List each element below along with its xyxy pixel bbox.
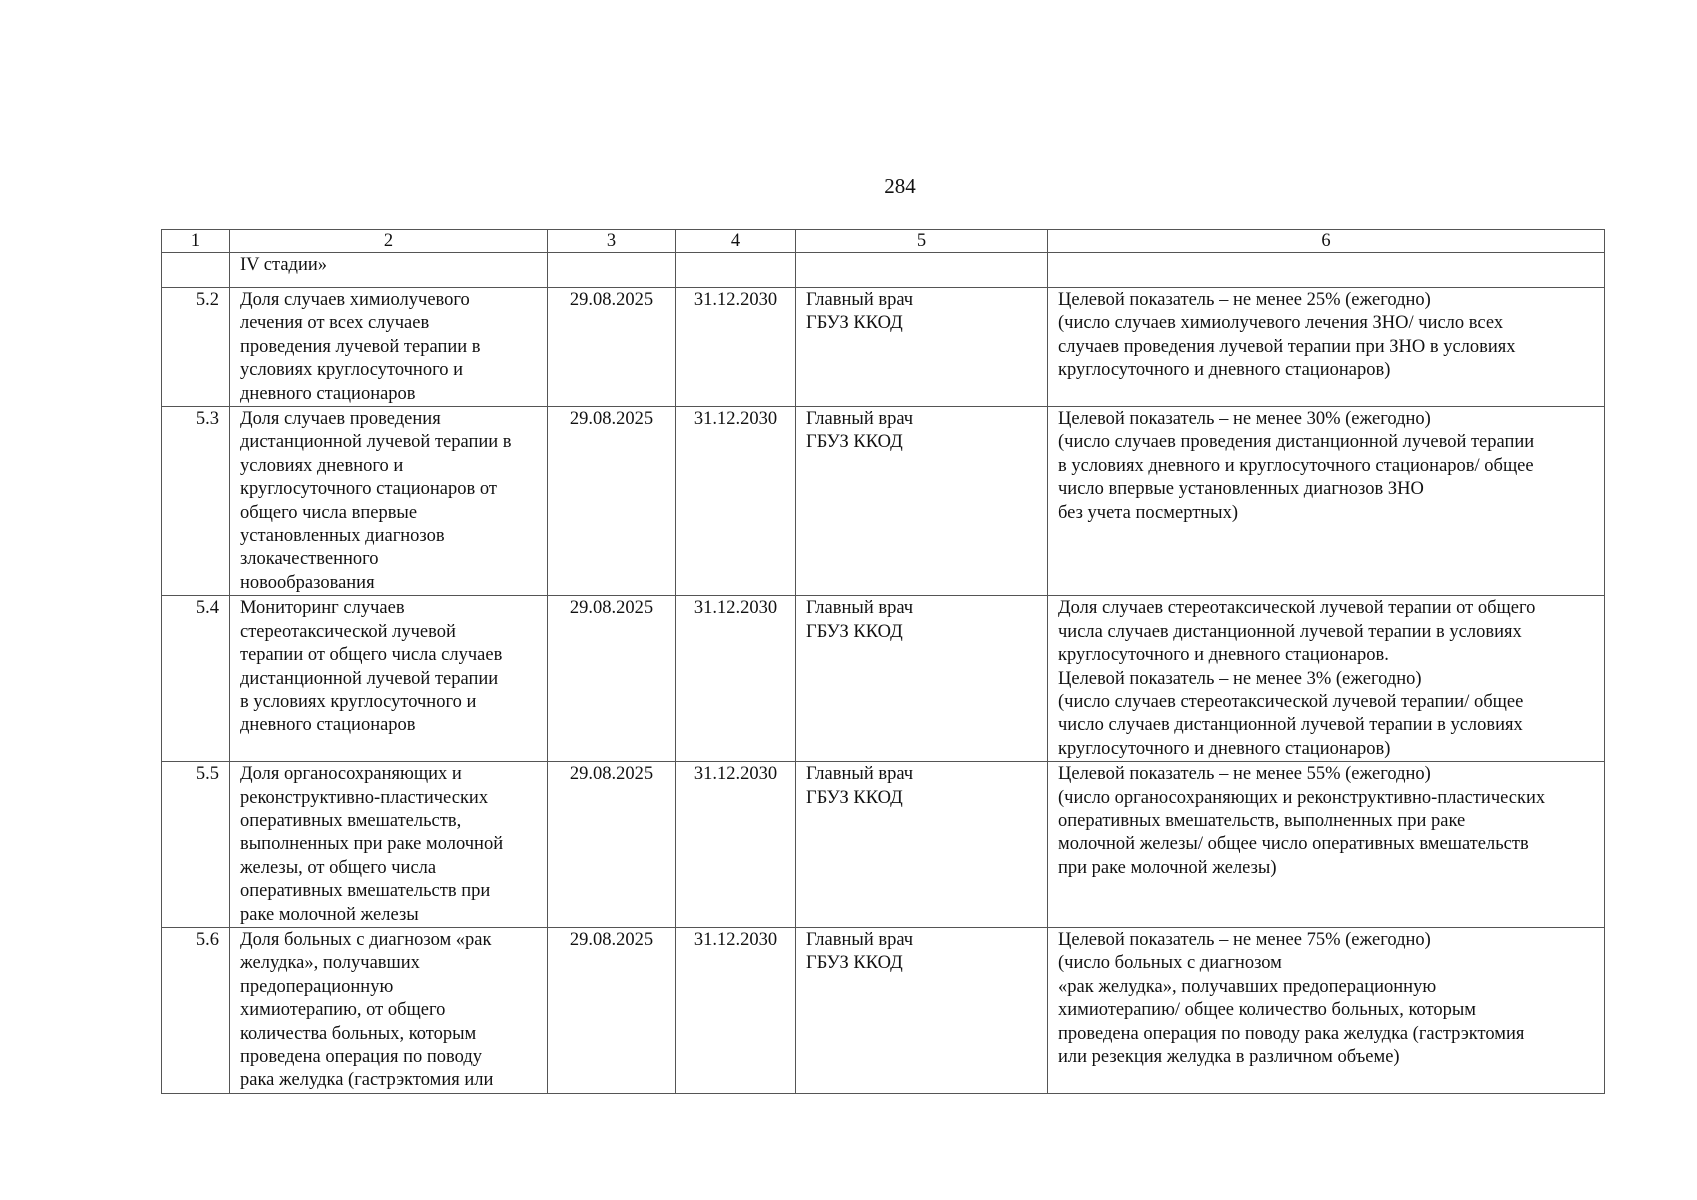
end-date: 31.12.2030 xyxy=(676,927,796,1093)
row-number: 5.6 xyxy=(162,927,230,1093)
responsible-person: Главный врач ГБУЗ ККОД xyxy=(796,407,1048,596)
column-header: 4 xyxy=(676,230,796,253)
indicator-text: Целевой показатель – не менее 75% (ежегодно) (число больных с диагнозом «рак желудка», получавших предоперационную химиотерапию/ общее количество больных, которым проведена операция по поводу рака желудка (гастрэктомия или резекция желудка в различном объеме) xyxy=(1048,927,1605,1093)
column-header: 2 xyxy=(230,230,548,253)
indicator-text: Целевой показатель – не менее 55% (ежегодно) (число органосохраняющих и реконструктивно-пластических оперативных вмешательств, выполненных при раке молочной железы/ общее число оперативных вмешательств при раке молочной железы) xyxy=(1048,762,1605,928)
end-date: 31.12.2030 xyxy=(676,407,796,596)
column-header: 5 xyxy=(796,230,1048,253)
column-header: 1 xyxy=(162,230,230,253)
page-number: 284 xyxy=(884,174,916,198)
indicator-text xyxy=(1048,253,1605,288)
measure-text: Мониторинг случаев стереотаксической лучевой терапии от общего числа случаев дистанционной лучевой терапии в условиях круглосуточного и дневного стационаров xyxy=(230,596,548,762)
start-date: 29.08.2025 xyxy=(548,596,676,762)
row-number xyxy=(162,253,230,288)
table-row xyxy=(162,253,1605,288)
responsible-person: Главный врач ГБУЗ ККОД xyxy=(796,288,1048,407)
start-date: 29.08.2025 xyxy=(548,927,676,1093)
column-header: 3 xyxy=(548,230,676,253)
table-row xyxy=(162,762,1605,928)
responsible-person: Главный врач ГБУЗ ККОД xyxy=(796,596,1048,762)
indicator-text: Целевой показатель – не менее 30% (ежегодно) (число случаев проведения дистанционной лучевой терапии в условиях дневного и круглосуточного стационаров/ общее число впервые установленных диагнозов ЗНО без учета посмертных) xyxy=(1048,407,1605,596)
row-number: 5.2 xyxy=(162,288,230,407)
measures-table xyxy=(161,229,1605,1094)
end-date xyxy=(676,253,796,288)
table-row xyxy=(162,596,1605,762)
responsible-person xyxy=(796,253,1048,288)
column-header: 6 xyxy=(1048,230,1605,253)
measure-text: Доля органосохраняющих и реконструктивно-пластических оперативных вмешательств, выполненных при раке молочной железы, от общего числа оперативных вмешательств при раке молочной железы xyxy=(230,762,548,928)
start-date: 29.08.2025 xyxy=(548,407,676,596)
row-number: 5.3 xyxy=(162,407,230,596)
end-date: 31.12.2030 xyxy=(676,596,796,762)
measure-text: Доля случаев химиолучевого лечения от всех случаев проведения лучевой терапии в условиях круглосуточного и дневного стационаров xyxy=(230,288,548,407)
table-header-row xyxy=(162,230,1605,253)
end-date: 31.12.2030 xyxy=(676,288,796,407)
table-row xyxy=(162,927,1605,1093)
table-row xyxy=(162,407,1605,596)
measure-text: Доля случаев проведения дистанционной лучевой терапии в условиях дневного и круглосуточного стационаров от общего числа впервые установленных диагнозов злокачественного новообразования xyxy=(230,407,548,596)
start-date xyxy=(548,253,676,288)
end-date: 31.12.2030 xyxy=(676,762,796,928)
responsible-person: Главный врач ГБУЗ ККОД xyxy=(796,927,1048,1093)
measure-text: IV стадии» xyxy=(230,253,548,288)
row-number: 5.5 xyxy=(162,762,230,928)
start-date: 29.08.2025 xyxy=(548,762,676,928)
indicator-text: Доля случаев стереотаксической лучевой терапии от общего числа случаев дистанционной лучевой терапии в условиях круглосуточного и дневного стационаров. Целевой показатель – не менее 3% (ежегодно) (число случаев стереотаксической лучевой терапии/ общее число случаев дистанционной лучевой терапии в условиях круглосуточного и дневного стационаров) xyxy=(1048,596,1605,762)
row-number: 5.4 xyxy=(162,596,230,762)
measure-text: Доля больных с диагнозом «рак желудка», получавших предоперационную химиотерапию, от общего количества больных, которым проведена операция по поводу рака желудка (гастрэктомия или xyxy=(230,927,548,1093)
table-row xyxy=(162,288,1605,407)
start-date: 29.08.2025 xyxy=(548,288,676,407)
responsible-person: Главный врач ГБУЗ ККОД xyxy=(796,762,1048,928)
indicator-text: Целевой показатель – не менее 25% (ежегодно) (число случаев химиолучевого лечения ЗНО/ число всех случаев проведения лучевой терапии при ЗНО в условиях круглосуточного и дневного стационаров) xyxy=(1048,288,1605,407)
